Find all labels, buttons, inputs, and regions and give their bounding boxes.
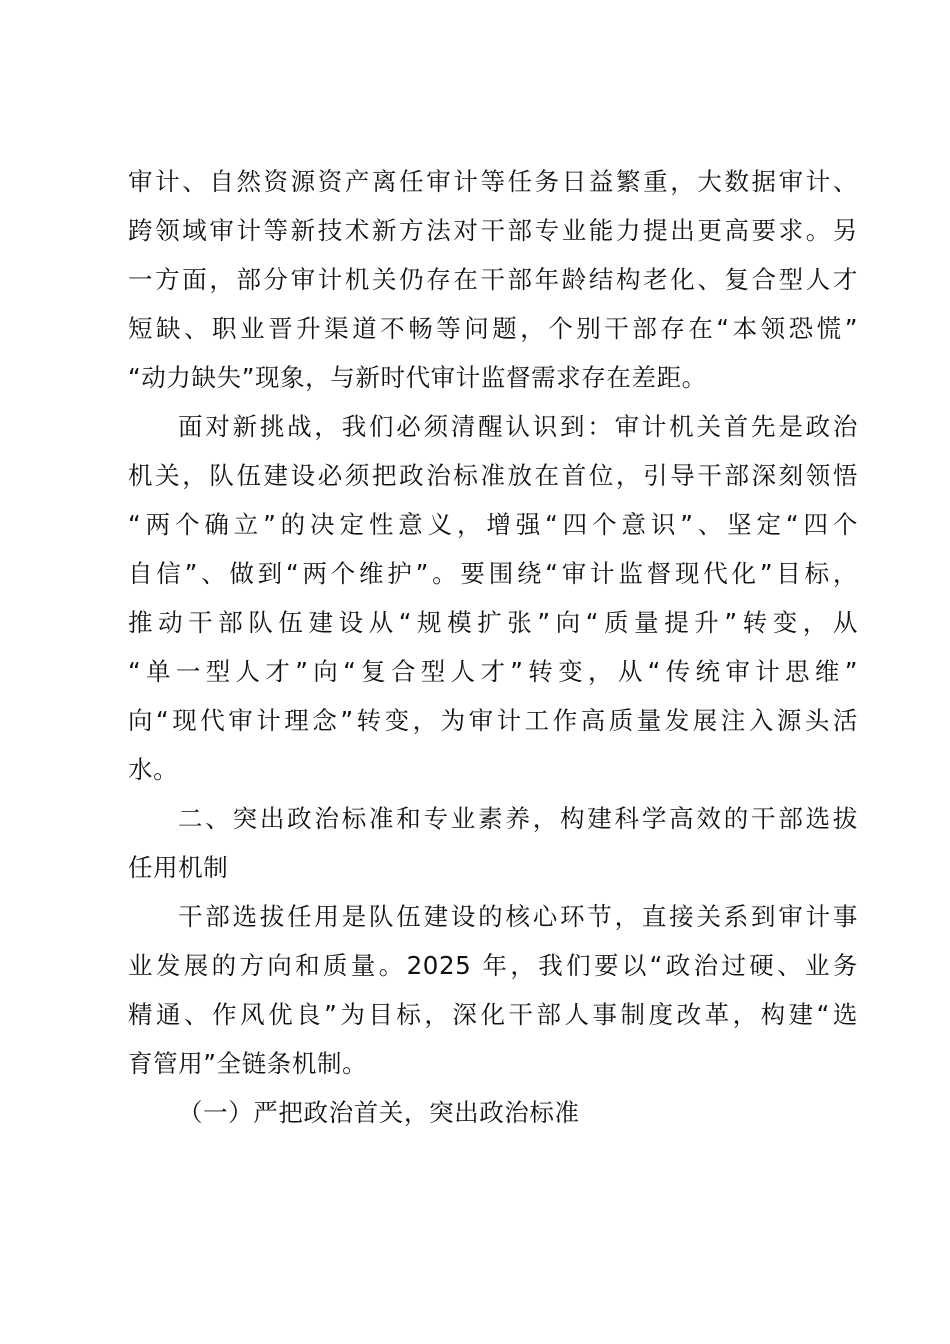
body-paragraph-3 xyxy=(128,892,858,1088)
text-line: 业发展的方向和质量。2025 年，我们要以“政治过硬、业务 xyxy=(128,951,858,980)
body-paragraph-2 xyxy=(128,402,858,794)
text-line: 面对新挑战，我们必须清醒认识到：审计机关首先是政治 xyxy=(178,412,858,441)
text-line: 审计、自然资源资产离任审计等任务日益繁重，大数据审计、 xyxy=(128,167,858,196)
text-line: “两个确立”的决定性意义，增强“四个意识”、坚定“四个 xyxy=(128,510,858,539)
heading-line: 任用机制 xyxy=(128,853,229,882)
text-line: 跨领域审计等新技术新方法对干部专业能力提出更高要求。另 xyxy=(128,216,858,245)
text-line: 推动干部队伍建设从“规模扩张”向“质量提升”转变，从 xyxy=(128,608,858,637)
text-line: 水。 xyxy=(128,755,179,784)
text-line: 向“现代审计理念”转变，为审计工作高质量发展注入源头活 xyxy=(128,706,858,735)
text-line: “动力缺失”现象，与新时代审计监督需求存在差距。 xyxy=(128,363,707,392)
heading-line: 二、突出政治标准和专业素养，构建科学高效的干部选拔 xyxy=(178,804,858,833)
text-line: “单一型人才”向“复合型人才”转变，从“传统审计思维” xyxy=(128,657,858,686)
body-paragraph-1 xyxy=(128,157,858,402)
document-page xyxy=(128,157,858,1137)
text-line: 一方面，部分审计机关仍存在干部年龄结构老化、复合型人才 xyxy=(128,265,858,294)
text-line: 机关，队伍建设必须把政治标准放在首位，引导干部深刻领悟 xyxy=(128,461,858,490)
subsection-heading-1 xyxy=(128,1088,858,1137)
text-line: 干部选拔任用是队伍建设的核心环节，直接关系到审计事 xyxy=(178,902,858,931)
heading-line: （一）严把政治首关，突出政治标准 xyxy=(178,1098,580,1127)
text-line: 短缺、职业晋升渠道不畅等问题，个别干部存在“本领恐慌” xyxy=(128,314,858,343)
text-line: 育管用”全链条机制。 xyxy=(128,1049,368,1078)
text-line: 精通、作风优良”为目标，深化干部人事制度改革，构建“选 xyxy=(128,1000,858,1029)
text-line: 自信”、做到“两个维护”。要围绕“审计监督现代化”目标， xyxy=(128,559,858,588)
section-heading-2 xyxy=(128,794,858,892)
